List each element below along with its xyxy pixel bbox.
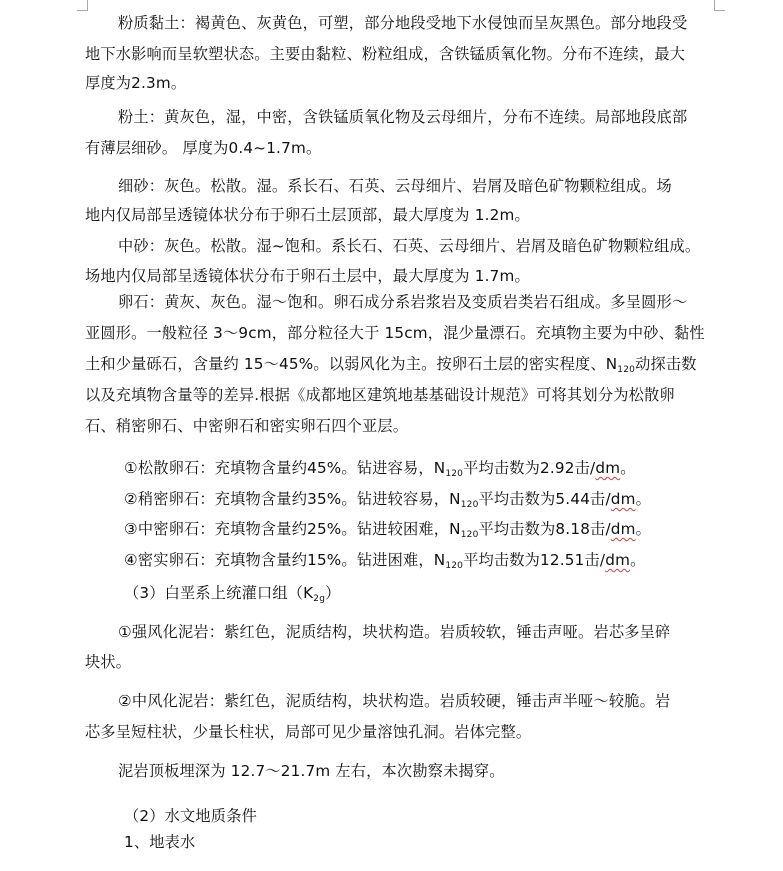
page-corner-mark-top-right [714, 0, 725, 11]
sublayer-subscript: 120 [460, 530, 479, 540]
sublayer-value: 平均击数为8.18击/ [478, 520, 611, 538]
paragraph-pebble-line-1: 卵石：黄灰、灰色。湿～饱和。卵石成分系岩浆岩及变质岩类岩石组成。多呈圆形～ [118, 293, 688, 311]
heading-end: ） [325, 584, 341, 602]
paragraph-strongly-weathered-mudstone-line-1: ①强风化泥岩：紫红色，泥质结构，块状构造。岩质较软，锤击声哑。岩芯多呈碎 [118, 623, 671, 641]
paragraph-pebble-line-4: 以及充填物含量等的差异.根据《成都地区建筑地基基础设计规范》可将其划分为松散卵 [85, 386, 675, 404]
paragraph-silt-line-1: 粉土：黄灰色，湿，中密，含铁锰质氧化物及云母细片，分布不连续。局部地段底部 [118, 108, 688, 126]
sublayer-subscript: 120 [460, 500, 479, 510]
sublayer-text: ③中密卵石：充填物含量约25%。钻进较困难，N [124, 520, 461, 538]
heading-subscript: 2g [313, 594, 326, 604]
sublayer-unit: dm [610, 490, 636, 508]
paragraph-silty-clay-line-2: 地下水影响而呈软塑状态。主要由黏粒、粉粒组成，含铁锰质氧化物。分布不连续，最大 [85, 45, 686, 63]
sublayer-value: 平均击数为5.44击/ [478, 490, 611, 508]
paragraph-pebble-line-2: 亚圆形。一般粒径 3～9cm，部分粒径大于 15cm，混少量漂石。充填物主要为中砂、黏性 [85, 324, 705, 342]
paragraph-silty-clay-line-1: 粉质黏土：褐黄色、灰黄色，可塑，部分地段受地下水侵蚀而呈灰黑色。部分地段受 [118, 14, 688, 32]
page-corner-mark-top-left [77, 0, 88, 11]
sublayer-end: 。 [620, 459, 636, 477]
sublayer-medium-dense-pebble [124, 519, 651, 545]
section-heading-hydrogeology: （2）水文地质条件 [124, 807, 257, 825]
paragraph-mudstone-roof-depth: 泥岩顶板埋深为 12.7～21.7m 左右，本次勘察未揭穿。 [118, 762, 505, 780]
section-heading-cretaceous [124, 583, 341, 609]
sublayer-end: 。 [635, 520, 651, 538]
sublayer-dense-pebble [124, 550, 645, 576]
paragraph-silt-line-2: 有薄层细砂。 厚度为0.4~1.7m。 [85, 139, 322, 157]
pebble-line-3-subscript: 120 [617, 365, 636, 375]
sublayer-end: 。 [635, 490, 651, 508]
paragraph-medium-sand-line-1: 中砂：灰色。松散。湿~饱和。系长石、石英、云母细片、岩屑及暗色矿物颗粒组成。 [118, 237, 701, 255]
pebble-line-3-end: 动探击数 [635, 355, 697, 373]
sublayer-unit: dm [595, 459, 621, 477]
sublayer-loose-pebble [124, 458, 636, 484]
sublayer-text: ②稍密卵石：充填物含量约35%。钻进较容易，N [124, 490, 461, 508]
sublayer-unit: dm [610, 520, 636, 538]
sublayer-subscript: 120 [445, 561, 464, 571]
paragraph-fine-sand-line-1: 细砂：灰色。松散。湿。系长石、石英、云母细片、岩屑及暗色矿物颗粒组成。场 [118, 177, 672, 195]
sublayer-value: 平均击数为2.92击/ [463, 459, 596, 477]
paragraph-strongly-weathered-mudstone-line-2: 块状。 [85, 653, 132, 671]
sublayer-end: 。 [630, 551, 646, 569]
paragraph-pebble-line-3 [85, 354, 697, 380]
sublayer-text: ①松散卵石：充填物含量约45%。钻进容易，N [124, 459, 446, 477]
paragraph-fine-sand-line-2: 地内仅局部呈透镜体状分布于卵石土层顶部，最大厚度为 1.2m。 [85, 206, 530, 224]
sublayer-subscript: 120 [445, 469, 464, 479]
sublayer-slightly-dense-pebble [124, 489, 651, 515]
sublayer-text: ④密实卵石：充填物含量约15%。钻进困难，N [124, 551, 446, 569]
paragraph-pebble-line-5: 石、稍密卵石、中密卵石和密实卵石四个亚层。 [85, 417, 409, 435]
heading-text: （3）白垩系上统灌口组（K [124, 584, 314, 602]
sublayer-value: 平均击数为12.51击/ [463, 551, 606, 569]
paragraph-moderately-weathered-mudstone-line-2: 芯多呈短柱状，少量长柱状，局部可见少量溶蚀孔洞。岩体完整。 [85, 723, 532, 741]
pebble-line-3-text: 土和少量砾石，含量约 15～45%。以弱风化为主。按卵石土层的密实程度、N [85, 355, 618, 373]
paragraph-medium-sand-line-2: 场地内仅局部呈透镜体状分布于卵石土层中，最大厚度为 1.7m。 [85, 267, 530, 285]
sublayer-unit: dm [605, 551, 631, 569]
section-heading-surface-water: 1、地表水 [124, 833, 196, 851]
paragraph-moderately-weathered-mudstone-line-1: ②中风化泥岩：紫红色，泥质结构，块状构造。岩质较硬，锤击声半哑～较脆。岩 [118, 692, 671, 710]
paragraph-silty-clay-line-3: 厚度为2.3m。 [85, 74, 187, 92]
